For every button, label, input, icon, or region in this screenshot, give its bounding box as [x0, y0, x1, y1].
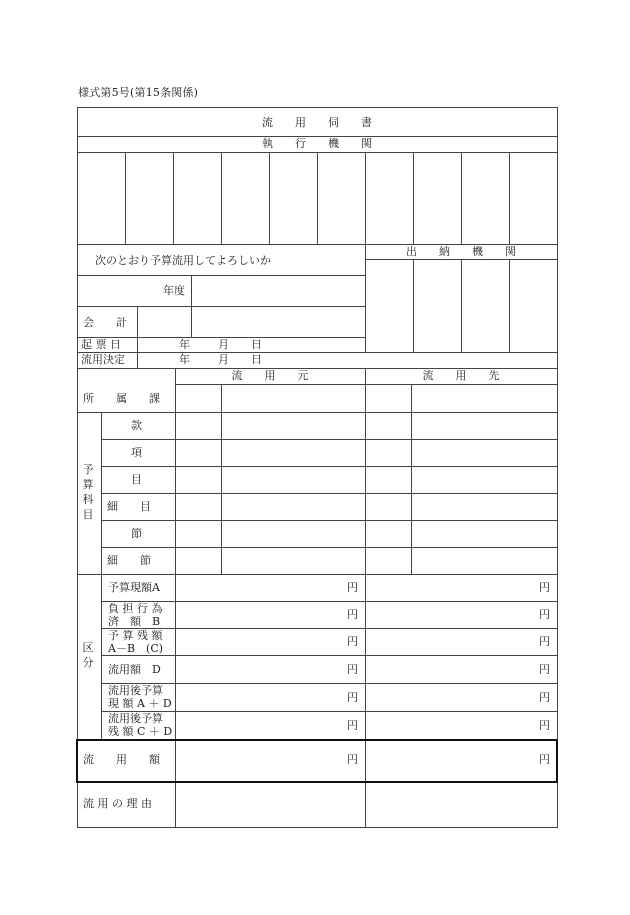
grid-line	[101, 601, 557, 602]
draft-year-unit: 年	[179, 338, 190, 351]
grid-line	[509, 259, 510, 352]
yen-dest-cd: 円	[539, 719, 550, 732]
exec-stamp-cell[interactable]	[78, 153, 125, 243]
fiscal-year-label: 年度	[163, 284, 185, 297]
dest-header: 流 用 先	[422, 369, 500, 382]
section-item-after-current-line2: 現 額 A ＋ D	[108, 697, 172, 710]
budget-item-moku: 目	[131, 473, 142, 486]
yen-source-b: 円	[347, 608, 358, 621]
yen-dest-b: 円	[539, 608, 550, 621]
grid-line	[413, 152, 414, 244]
yen-dest-a: 円	[539, 581, 550, 594]
reason-field[interactable]	[176, 783, 556, 826]
fiscal-year-field[interactable]	[192, 276, 364, 306]
grid-line	[77, 352, 557, 353]
grid-line	[461, 259, 462, 352]
grid-line	[101, 628, 557, 629]
section-item-after-current-line1: 流用後予算	[108, 684, 163, 697]
treasury-agency-header: 出 納 機 関	[406, 245, 516, 258]
budget-item-setsu: 節	[131, 527, 142, 540]
draft-month-unit: 月	[218, 338, 229, 351]
grid-line	[101, 493, 557, 494]
section-label: 区分	[82, 641, 94, 669]
budget-item-kan: 款	[131, 419, 142, 432]
section-item-committed-line1: 負 担 行 為	[108, 602, 163, 615]
yen-source-a: 円	[347, 581, 358, 594]
grid-line	[101, 466, 557, 467]
grid-line	[101, 520, 557, 521]
yen-dest-d: 円	[539, 663, 550, 676]
grid-line	[101, 547, 557, 548]
yen-source-cd: 円	[347, 719, 358, 732]
source-department-name[interactable]	[222, 385, 365, 412]
account-label: 会 計	[83, 316, 127, 329]
form-label: 様式第5号(第15条関係)	[78, 86, 199, 99]
grid-line	[77, 412, 557, 413]
budget-subject-label: 予算科目	[82, 463, 94, 521]
grid-line	[101, 439, 557, 440]
section-item-remaining-line1: 予 算 残 額	[108, 629, 163, 642]
yen-source-transfer: 円	[347, 753, 358, 766]
grid-line	[101, 655, 557, 656]
section-item-current-budget: 予算現額A	[108, 581, 160, 594]
transfer-amount-label: 流 用 額	[83, 753, 160, 766]
source-department-code[interactable]	[176, 385, 221, 412]
grid-line	[269, 152, 270, 244]
grid-line	[317, 152, 318, 244]
section-item-remaining-line2: A－B (C)	[108, 642, 164, 655]
account-field[interactable]	[138, 307, 191, 336]
form-title: 流 用 伺 書	[262, 116, 372, 129]
grid-line	[461, 152, 462, 244]
yen-dest-c: 円	[539, 635, 550, 648]
decision-month-unit: 月	[218, 353, 229, 366]
decision-date-label: 流用決定	[81, 353, 125, 366]
grid-line	[509, 152, 510, 244]
grid-line	[411, 384, 412, 574]
draft-day-unit: 日	[251, 338, 262, 351]
grid-line	[77, 827, 558, 828]
grid-line	[221, 152, 222, 244]
dest-transfer-amount-field[interactable]	[366, 741, 555, 781]
decision-year-unit: 年	[179, 353, 190, 366]
grid-line	[101, 574, 102, 739]
grid-line	[101, 711, 557, 712]
transfer-request-form	[77, 107, 557, 827]
section-item-transfer-d: 流用額 D	[108, 663, 161, 676]
grid-line	[413, 259, 414, 352]
dest-department-name[interactable]	[412, 385, 557, 412]
grid-line	[173, 152, 174, 244]
grid-line	[557, 107, 558, 827]
budget-item-kou: 項	[131, 446, 142, 459]
yen-source-c: 円	[347, 635, 358, 648]
department-label: 所 属 課	[83, 392, 160, 405]
source-transfer-amount-field[interactable]	[176, 741, 364, 781]
yen-dest-transfer: 円	[539, 753, 550, 766]
grid-line	[101, 683, 557, 684]
draft-date-label: 起 票 日	[81, 338, 121, 351]
source-header: 流 用 元	[231, 369, 309, 382]
treasury-stamp-cell[interactable]	[366, 260, 413, 352]
yen-dest-ad: 円	[539, 691, 550, 704]
grid-line	[77, 574, 557, 575]
reason-label: 流 用 の 理 由	[83, 797, 152, 810]
exec-agency-header: 執 行 機 関	[262, 137, 372, 150]
decision-day-unit: 日	[251, 353, 262, 366]
grid-line	[221, 384, 222, 574]
section-item-committed-line2: 済 額 B	[108, 615, 161, 628]
budget-item-saimoku: 細 目	[107, 500, 151, 513]
grid-line	[77, 107, 557, 108]
budget-item-saisetsu: 細 節	[107, 554, 151, 567]
yen-source-ad: 円	[347, 691, 358, 704]
grid-line	[125, 152, 126, 244]
grid-line	[77, 306, 365, 307]
section-item-after-remaining-line2: 残 額 C ＋ D	[108, 725, 173, 738]
yen-source-d: 円	[347, 663, 358, 676]
section-item-after-remaining-line1: 流用後予算	[108, 712, 163, 725]
approval-question: 次のとおり予算流用してよろしいか	[95, 254, 271, 267]
